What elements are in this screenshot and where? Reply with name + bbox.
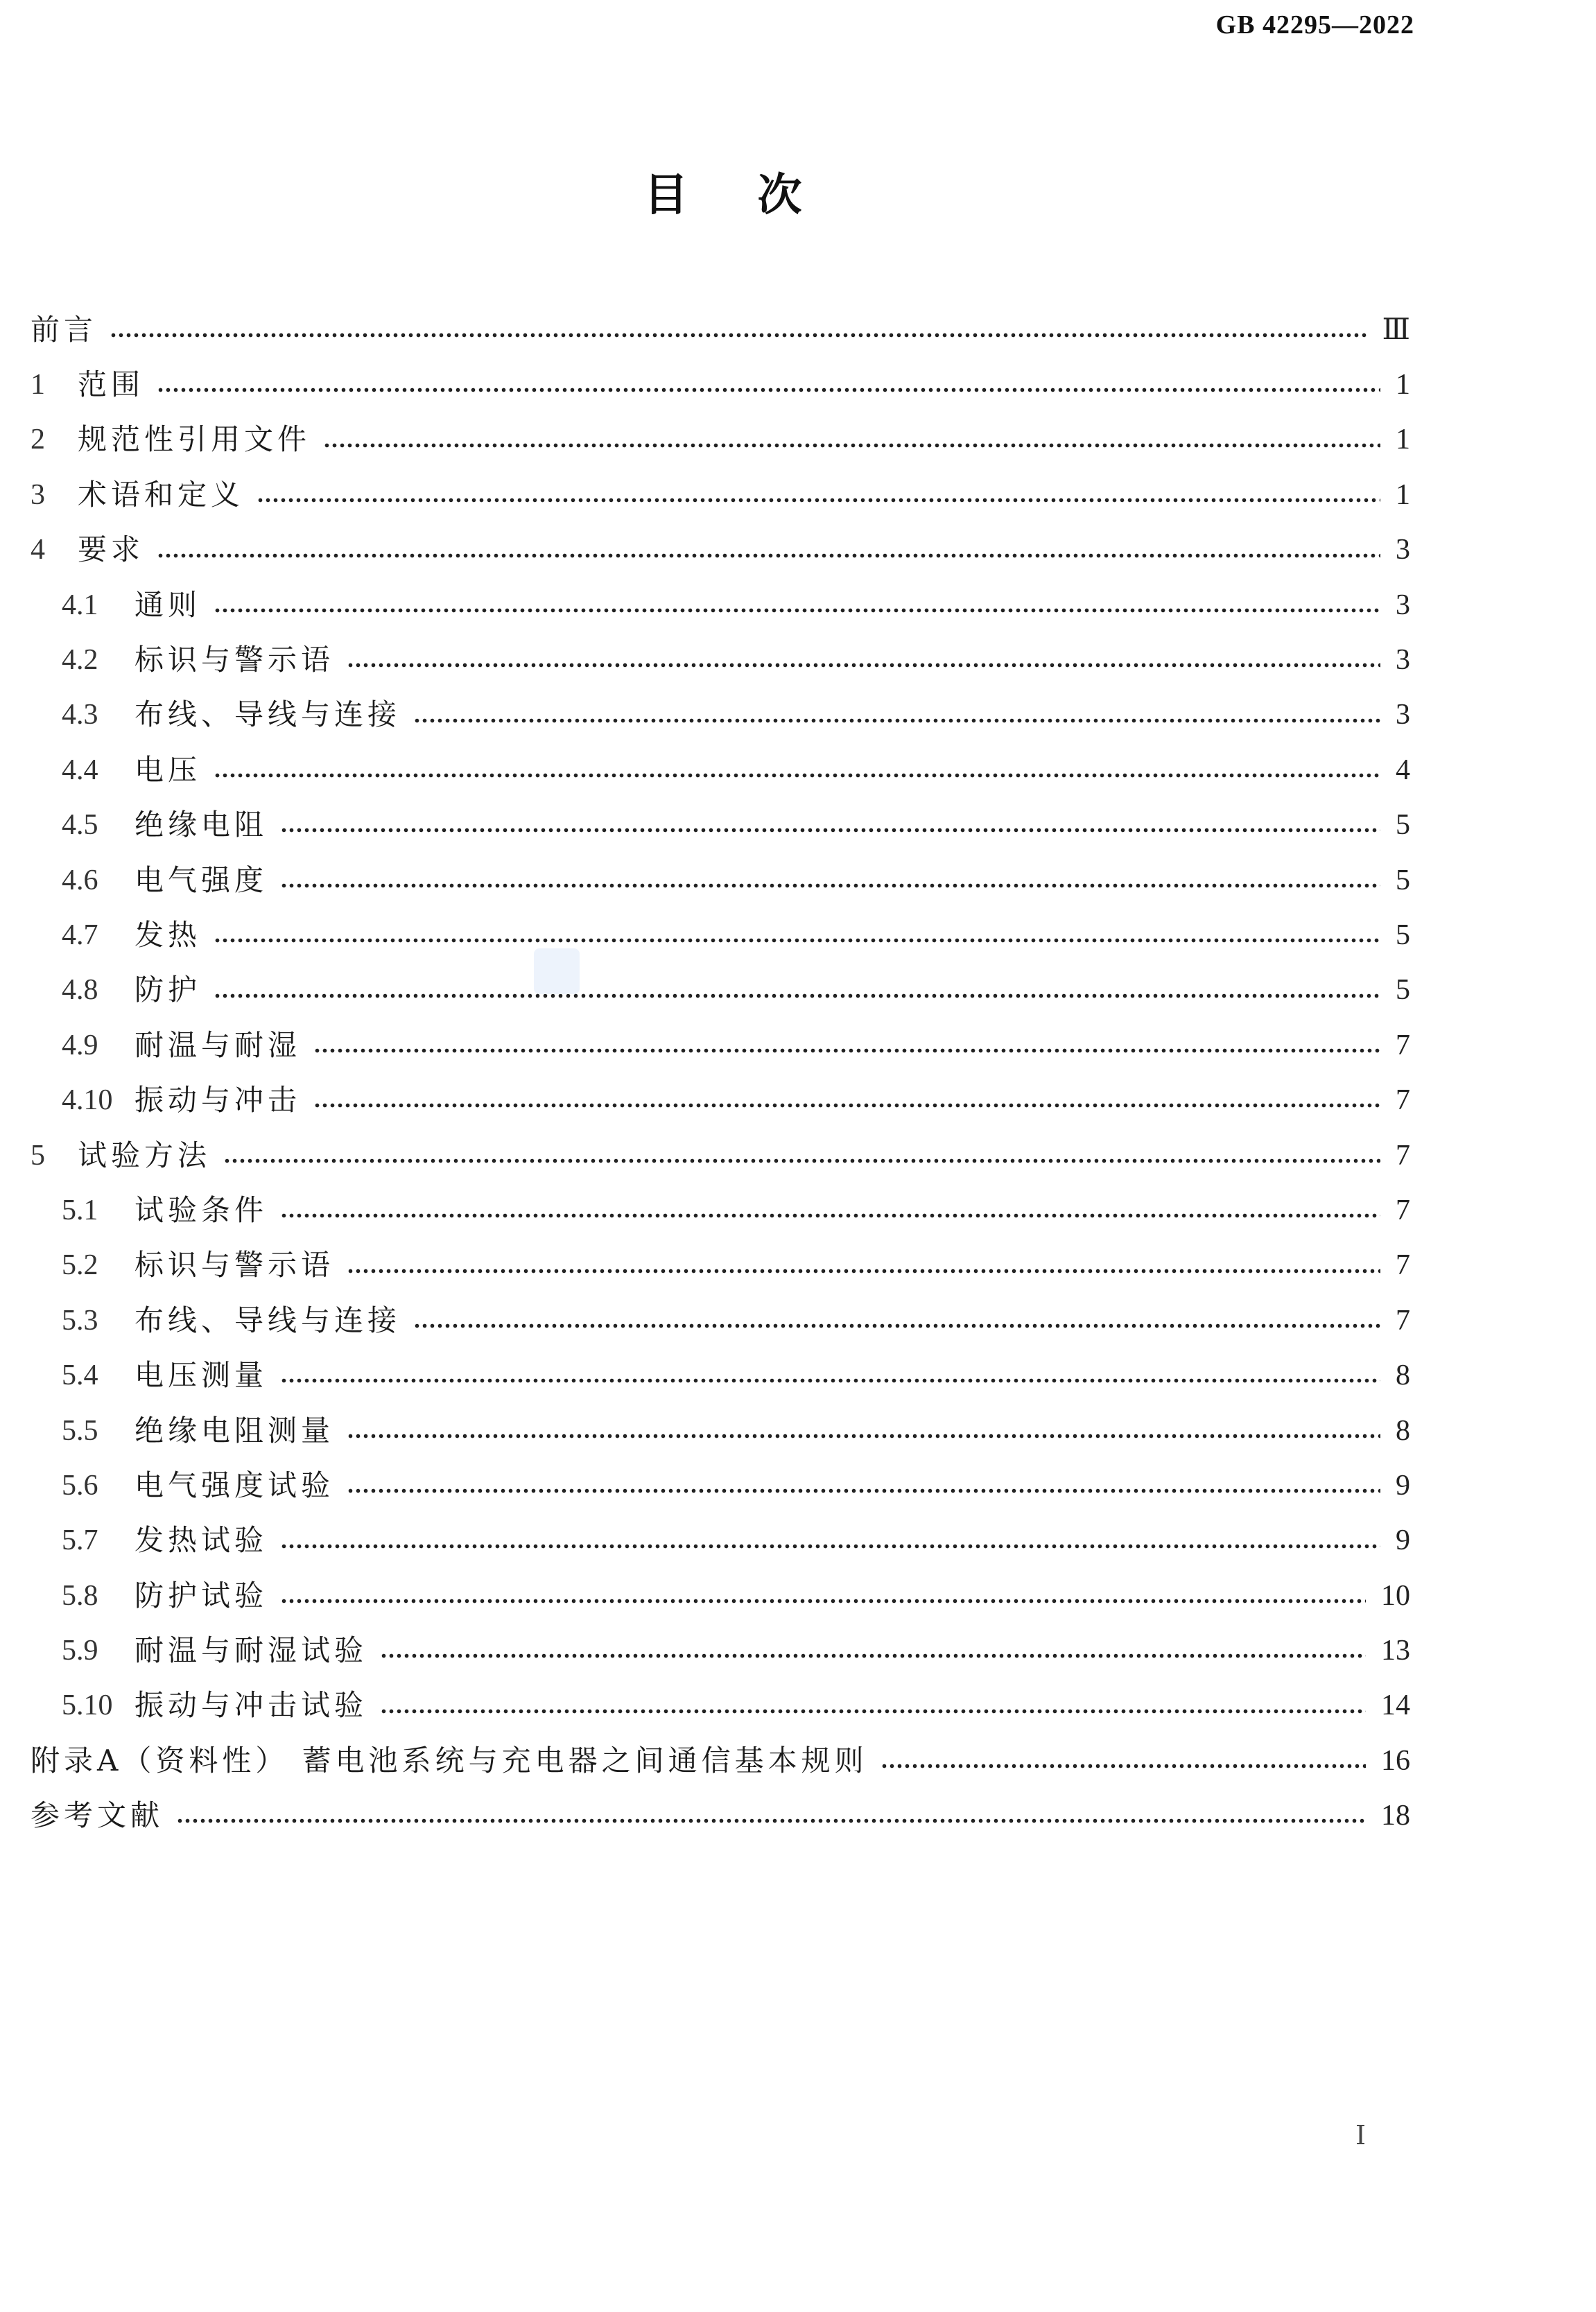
- watermark-logo: [534, 948, 580, 994]
- toc-entry[interactable]: [31, 1513, 1410, 1568]
- toc-dot-leader: [214, 921, 1380, 950]
- standard-code: GB 42295—2022: [1215, 10, 1414, 40]
- toc-dot-leader: [280, 1196, 1380, 1225]
- toc-dot-leader: [280, 866, 1380, 895]
- toc-entry[interactable]: [31, 632, 1410, 687]
- toc-entry[interactable]: [31, 1568, 1410, 1623]
- toc-entry-number: 4.5: [62, 809, 98, 842]
- toc-dot-leader: [157, 535, 1380, 564]
- toc-dot-leader: [280, 1361, 1380, 1390]
- toc-dot-leader: [347, 1471, 1380, 1500]
- toc-dot-leader: [214, 975, 1380, 1005]
- page-title-char: 次: [757, 170, 802, 221]
- toc-entry-page: 7: [1396, 1304, 1410, 1337]
- toc-entry-page: 14: [1381, 1689, 1410, 1722]
- toc-entry[interactable]: [31, 467, 1410, 522]
- toc-entry-number: 5.10: [62, 1689, 113, 1722]
- toc-entry-title: 电气强度试验: [135, 1468, 335, 1502]
- toc-entry-title: 术语和定义: [78, 477, 245, 512]
- toc-entry-title: 绝缘电阻: [135, 808, 268, 842]
- toc-entry-title: 绝缘电阻测量: [135, 1413, 335, 1448]
- toc-entry[interactable]: [31, 412, 1410, 467]
- toc-entry[interactable]: [31, 742, 1410, 797]
- toc-entry-number: 4.3: [62, 699, 98, 731]
- toc-entry-title: 防护试验: [135, 1578, 268, 1613]
- toc-entry-title: 电压测量: [135, 1358, 268, 1393]
- toc-entry[interactable]: [31, 1733, 1410, 1788]
- toc-entry-number: 5.8: [62, 1579, 98, 1612]
- toc-entry-title: 前言: [31, 312, 98, 347]
- toc-entry[interactable]: [31, 523, 1410, 577]
- toc-entry-number: 4.2: [62, 644, 98, 677]
- toc-dot-leader: [110, 315, 1367, 345]
- toc-entry[interactable]: [31, 577, 1410, 632]
- toc-dot-leader: [257, 480, 1380, 510]
- toc-entry-number: 4: [31, 534, 45, 566]
- toc-entry[interactable]: [31, 1018, 1410, 1072]
- toc-dot-leader: [214, 756, 1380, 785]
- toc-entry-title: 附录A（资料性） 蓄电池系统与充电器之间通信基本规则: [31, 1743, 868, 1778]
- toc-entry[interactable]: [31, 798, 1410, 853]
- toc-entry-title: 试验条件: [135, 1192, 268, 1227]
- toc-entry-page: 16: [1381, 1744, 1410, 1777]
- toc-dot-leader: [347, 1416, 1380, 1445]
- toc-dot-leader: [413, 1306, 1380, 1335]
- toc-entry-page: 10: [1381, 1579, 1410, 1612]
- toc-entry[interactable]: [31, 1293, 1410, 1348]
- toc-entry-title: 耐温与耐湿: [135, 1027, 302, 1062]
- toc-entry-page: 7: [1396, 1139, 1410, 1172]
- page-title: [0, 159, 1446, 223]
- toc-entry-title: 发热试验: [135, 1523, 268, 1558]
- toc-entry-page: 7: [1396, 1249, 1410, 1282]
- toc-entry-page: 13: [1381, 1635, 1410, 1667]
- toc-entry-page: 9: [1396, 1469, 1410, 1502]
- toc-dot-leader: [881, 1746, 1366, 1775]
- toc-entry-number: 5.4: [62, 1359, 98, 1392]
- toc-dot-leader: [313, 1031, 1380, 1060]
- toc-entry[interactable]: [31, 1238, 1410, 1293]
- toc-entry-number: 5.5: [62, 1414, 98, 1447]
- toc-entry-page: 3: [1396, 534, 1410, 566]
- toc-entry-page: 5: [1396, 864, 1410, 896]
- toc-dot-leader: [347, 1251, 1380, 1280]
- toc-entry-number: 4.1: [62, 589, 98, 621]
- toc-entry-title: 振动与冲击试验: [135, 1688, 368, 1723]
- toc-entry-page: 5: [1396, 974, 1410, 1007]
- toc-dot-leader: [347, 645, 1380, 675]
- toc-dot-leader: [280, 1581, 1366, 1610]
- toc-entry[interactable]: [31, 963, 1410, 1018]
- page-folio: Ⅰ: [1355, 2121, 1367, 2150]
- toc-entry-title: 标识与警示语: [135, 1248, 335, 1283]
- toc-dot-leader: [176, 1801, 1366, 1830]
- toc-entry-page: 7: [1396, 1194, 1410, 1226]
- toc-dot-leader: [413, 700, 1380, 729]
- toc-entry-page: 5: [1396, 919, 1410, 951]
- toc-entry-page: 5: [1396, 809, 1410, 842]
- toc-entry-page: 3: [1396, 644, 1410, 677]
- toc-entry[interactable]: [31, 688, 1410, 742]
- toc-entry[interactable]: [31, 853, 1410, 907]
- toc-entry-page: 7: [1396, 1084, 1410, 1117]
- toc-entry[interactable]: [31, 357, 1410, 412]
- toc-dot-leader: [280, 810, 1380, 840]
- toc-entry[interactable]: [31, 907, 1410, 962]
- toc-entry-page: 9: [1396, 1524, 1410, 1557]
- toc-dot-leader: [280, 1526, 1380, 1555]
- toc-entry[interactable]: [31, 1458, 1410, 1513]
- toc-dot-leader: [323, 425, 1380, 454]
- toc-entry-title: 电气强度: [135, 862, 268, 897]
- toc-entry-title: 布线、导线与连接: [135, 697, 401, 732]
- table-of-contents: [31, 302, 1410, 1843]
- toc-entry-page: 8: [1396, 1414, 1410, 1447]
- toc-entry[interactable]: [31, 1623, 1410, 1678]
- toc-entry-number: 5: [31, 1139, 45, 1172]
- toc-entry-page: 8: [1396, 1359, 1410, 1392]
- toc-entry-title: 振动与冲击: [135, 1083, 302, 1118]
- toc-entry-title: 参考文献: [31, 1798, 164, 1833]
- toc-entry[interactable]: [31, 1183, 1410, 1237]
- toc-entry-page: 3: [1396, 589, 1410, 621]
- toc-entry-number: 4.7: [62, 919, 98, 951]
- toc-entry[interactable]: [31, 1072, 1410, 1127]
- toc-dot-leader: [380, 1636, 1366, 1665]
- page-title-char: 目: [643, 170, 688, 221]
- toc-entry-number: 2: [31, 424, 45, 456]
- toc-dot-leader: [380, 1691, 1366, 1720]
- toc-entry[interactable]: [31, 1128, 1410, 1183]
- toc-entry-title: 布线、导线与连接: [135, 1303, 401, 1337]
- toc-entry-number: 4.6: [62, 864, 98, 896]
- toc-entry-title: 规范性引用文件: [78, 422, 311, 457]
- toc-entry-number: 5.7: [62, 1524, 98, 1557]
- toc-entry-number: 5.6: [62, 1469, 98, 1502]
- toc-entry-title: 防护: [135, 973, 202, 1007]
- toc-entry-page: 1: [1396, 369, 1410, 401]
- toc-entry-title: 试验方法: [78, 1138, 211, 1172]
- toc-entry-number: 5.9: [62, 1635, 98, 1667]
- toc-entry-title: 耐温与耐湿试验: [135, 1633, 368, 1668]
- toc-entry-title: 标识与警示语: [135, 643, 335, 677]
- toc-entry[interactable]: [31, 1789, 1410, 1843]
- toc-entry-page: 18: [1381, 1800, 1410, 1832]
- toc-dot-leader: [313, 1086, 1380, 1115]
- toc-entry-number: 1: [31, 369, 45, 401]
- toc-entry-page: 7: [1396, 1029, 1410, 1061]
- toc-dot-leader: [157, 370, 1380, 399]
- toc-entry[interactable]: [31, 1403, 1410, 1458]
- toc-entry-number: 3: [31, 478, 45, 511]
- toc-entry-page: 1: [1396, 478, 1410, 511]
- toc-entry-number: 5.3: [62, 1304, 98, 1337]
- toc-entry-page: 4: [1396, 754, 1410, 786]
- toc-entry-number: 4.10: [62, 1084, 113, 1117]
- toc-entry[interactable]: [31, 302, 1410, 357]
- toc-entry-title: 要求: [78, 532, 145, 567]
- toc-entry-page: 3: [1396, 699, 1410, 731]
- toc-entry[interactable]: [31, 1678, 1410, 1733]
- toc-entry-title: 范围: [78, 367, 145, 402]
- toc-entry-number: 4.8: [62, 974, 98, 1007]
- toc-dot-leader: [214, 591, 1380, 620]
- toc-entry-page: 1: [1396, 424, 1410, 456]
- toc-entry-title: 发热: [135, 917, 202, 952]
- toc-entry-number: 4.9: [62, 1029, 98, 1061]
- toc-entry[interactable]: [31, 1348, 1410, 1402]
- toc-entry-title: 电压: [135, 752, 202, 787]
- toc-entry-number: 5.1: [62, 1194, 98, 1226]
- toc-entry-number: 4.4: [62, 754, 98, 786]
- toc-dot-leader: [223, 1141, 1380, 1170]
- toc-entry-page: Ⅲ: [1382, 313, 1410, 346]
- toc-entry-title: 通则: [135, 587, 202, 622]
- toc-entry-number: 5.2: [62, 1249, 98, 1282]
